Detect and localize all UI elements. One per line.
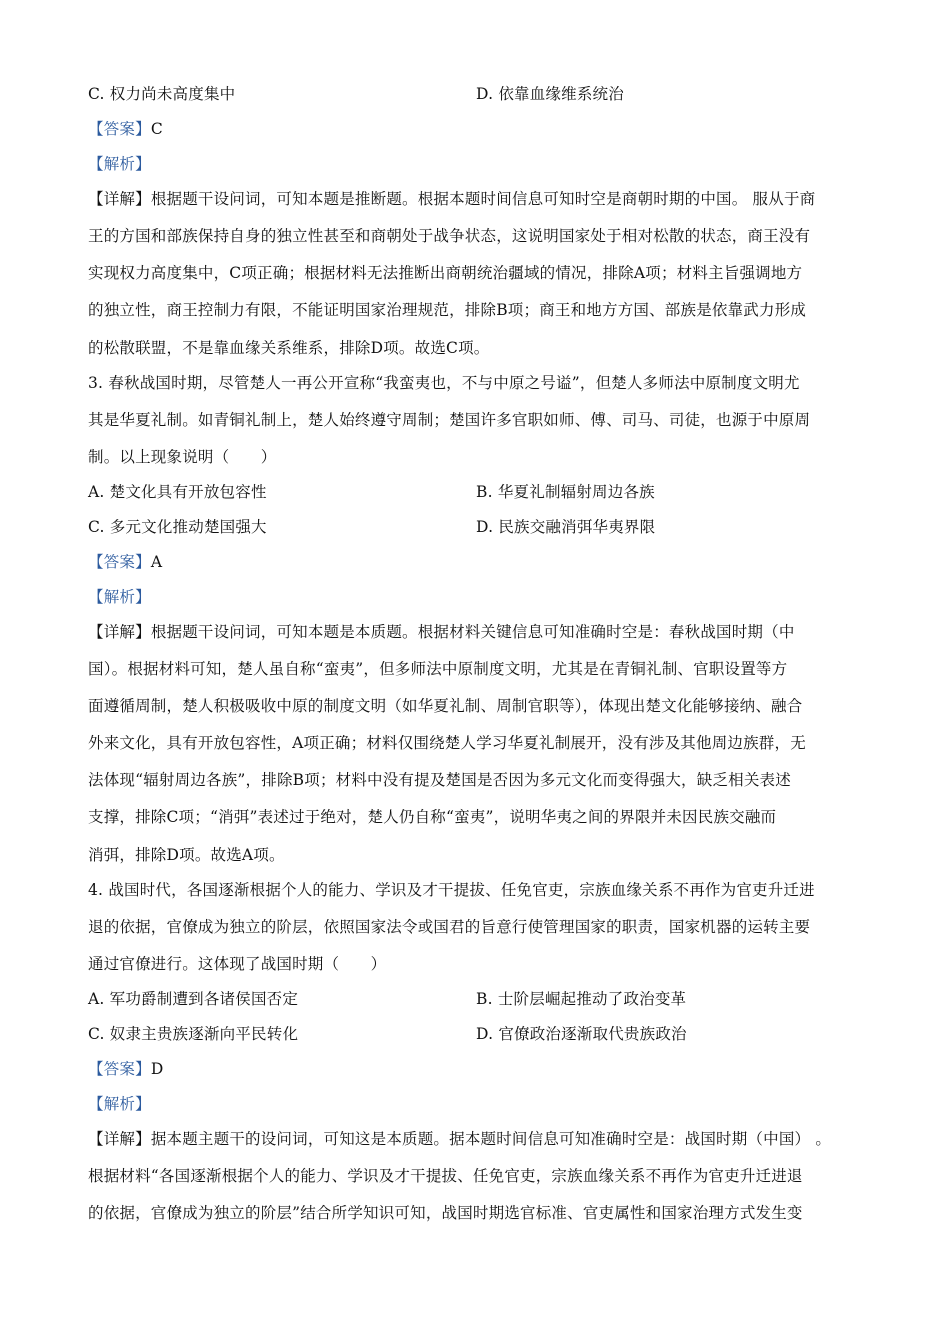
answer-value: D	[150, 1060, 164, 1078]
option-c: C. 奴隶主贵族逐渐向平民转化	[88, 1025, 299, 1043]
question-line: 通过官僚进行。这体现了战国时期（ ）	[88, 955, 387, 973]
option-a: A. 军功爵制遭到各诸侯国否定	[88, 990, 299, 1008]
option-a: A. 楚文化具有开放包容性	[88, 483, 267, 501]
analysis-tag: 【解析】	[88, 155, 151, 173]
detail-tag: 【详解】	[88, 190, 151, 208]
detail-line: 的松散联盟，不是靠血缘关系维系，排除D项。故选C项。	[88, 339, 490, 357]
detail-line: 实现权力高度集中，C项正确；根据材料无法推断出商朝统治疆域的情况，排除A项；材料主旨强调地方	[88, 264, 803, 282]
detail-line: 根据材料“各国逐渐根据个人的能力、学识及才干提拔、任免官吏，宗族血缘关系不再作为官吏升迁进退	[88, 1167, 803, 1185]
option-d: D. 依靠血缘维系统治	[476, 85, 624, 103]
detail-line: 国）。根据材料可知，楚人虽自称“蛮夷”，但多师法中原制度文明，尤其是在青铜礼制、官职设置等方	[88, 660, 788, 678]
detail-tag: 【详解】	[88, 1130, 151, 1148]
detail-text: 根据题干设问词，可知本题是本质题。根据材料关键信息可知准确时空是：春秋战国时期（中	[150, 623, 795, 641]
detail-line	[88, 1127, 863, 1149]
answer-tag: 【答案】	[88, 553, 151, 571]
option-c: C. 权力尚未高度集中	[88, 85, 236, 103]
answer-line	[88, 1057, 863, 1079]
detail-line: 消弭，排除D项。故选A项。	[88, 846, 285, 864]
detail-line: 法体现“辐射周边各族”，排除B项；材料中没有提及楚国是否因为多元文化而变得强大，缺乏相关表述	[88, 771, 791, 789]
question-line: 4. 战国时代，各国逐渐根据个人的能力、学识及才干提拔、任免官吏，宗族血缘关系不再作为官吏升迁进	[88, 881, 815, 899]
answer-value: C	[150, 120, 163, 138]
option-d: D. 官僚政治逐渐取代贵族政治	[476, 1025, 687, 1043]
detail-text: 据本题主题干的设问词，可知这是本质题。据本题时间信息可知准确时空是：战国时期（中国） 。	[150, 1130, 832, 1148]
question-line: 退的依据，官僚成为独立的阶层，依照国家法令或国君的旨意行使管理国家的职责，国家机器的运转主要	[88, 918, 811, 936]
detail-line	[88, 187, 863, 209]
option-b: B. 华夏礼制辐射周边各族	[476, 483, 655, 501]
analysis-tag: 【解析】	[88, 588, 151, 606]
answer-tag: 【答案】	[88, 120, 151, 138]
option-d: D. 民族交融消弭华夷界限	[476, 518, 656, 536]
answer-value: A	[150, 553, 163, 571]
detail-line: 王的方国和部族保持自身的独立性甚至和商朝处于战争状态，这说明国家处于相对松散的状态，商王没有	[88, 227, 811, 245]
detail-line: 外来文化，具有开放包容性，A项正确；材料仅围绕楚人学习华夏礼制展开，没有涉及其他周边族群，无	[88, 734, 806, 752]
question-line: 3. 春秋战国时期，尽管楚人一再公开宣称“我蛮夷也，不与中原之号谥”，但楚人多师法中原制度文明尤	[88, 374, 800, 392]
answer-tag: 【答案】	[88, 1060, 151, 1078]
question-line: 其是华夏礼制。如青铜礼制上，楚人始终遵守周制；楚国许多官职如师、傅、司马、司徒，也源于中原周	[88, 411, 811, 429]
detail-line: 的独立性，商王控制力有限，不能证明国家治理规范，排除B项；商王和地方方国、部族是依靠武力形成	[88, 301, 807, 319]
question-line: 制。以上现象说明（ ）	[88, 448, 277, 466]
option-c: C. 多元文化推动楚国强大	[88, 518, 267, 536]
analysis-tag: 【解析】	[88, 1095, 151, 1113]
detail-tag: 【详解】	[88, 623, 151, 641]
detail-line: 的依据，官僚成为独立的阶层”结合所学知识可知，战国时期选官标准、官吏属性和国家治理方式发生变	[88, 1204, 803, 1222]
option-b: B. 士阶层崛起推动了政治变革	[476, 990, 687, 1008]
answer-line	[88, 550, 863, 572]
detail-line: 支撑，排除C项；“消弭”表述过于绝对，楚人仍自称“蛮夷”，说明华夷之间的界限并未因民族交融而	[88, 808, 777, 826]
detail-line	[88, 620, 863, 642]
answer-line	[88, 117, 863, 139]
detail-text: 根据题干设问词，可知本题是推断题。根据本题时间信息可知时空是商朝时期的中国。 服从于商	[150, 190, 816, 208]
detail-line: 面遵循周制，楚人积极吸收中原的制度文明（如华夏礼制、周制官职等），体现出楚文化能够接纳、融合	[88, 697, 803, 715]
